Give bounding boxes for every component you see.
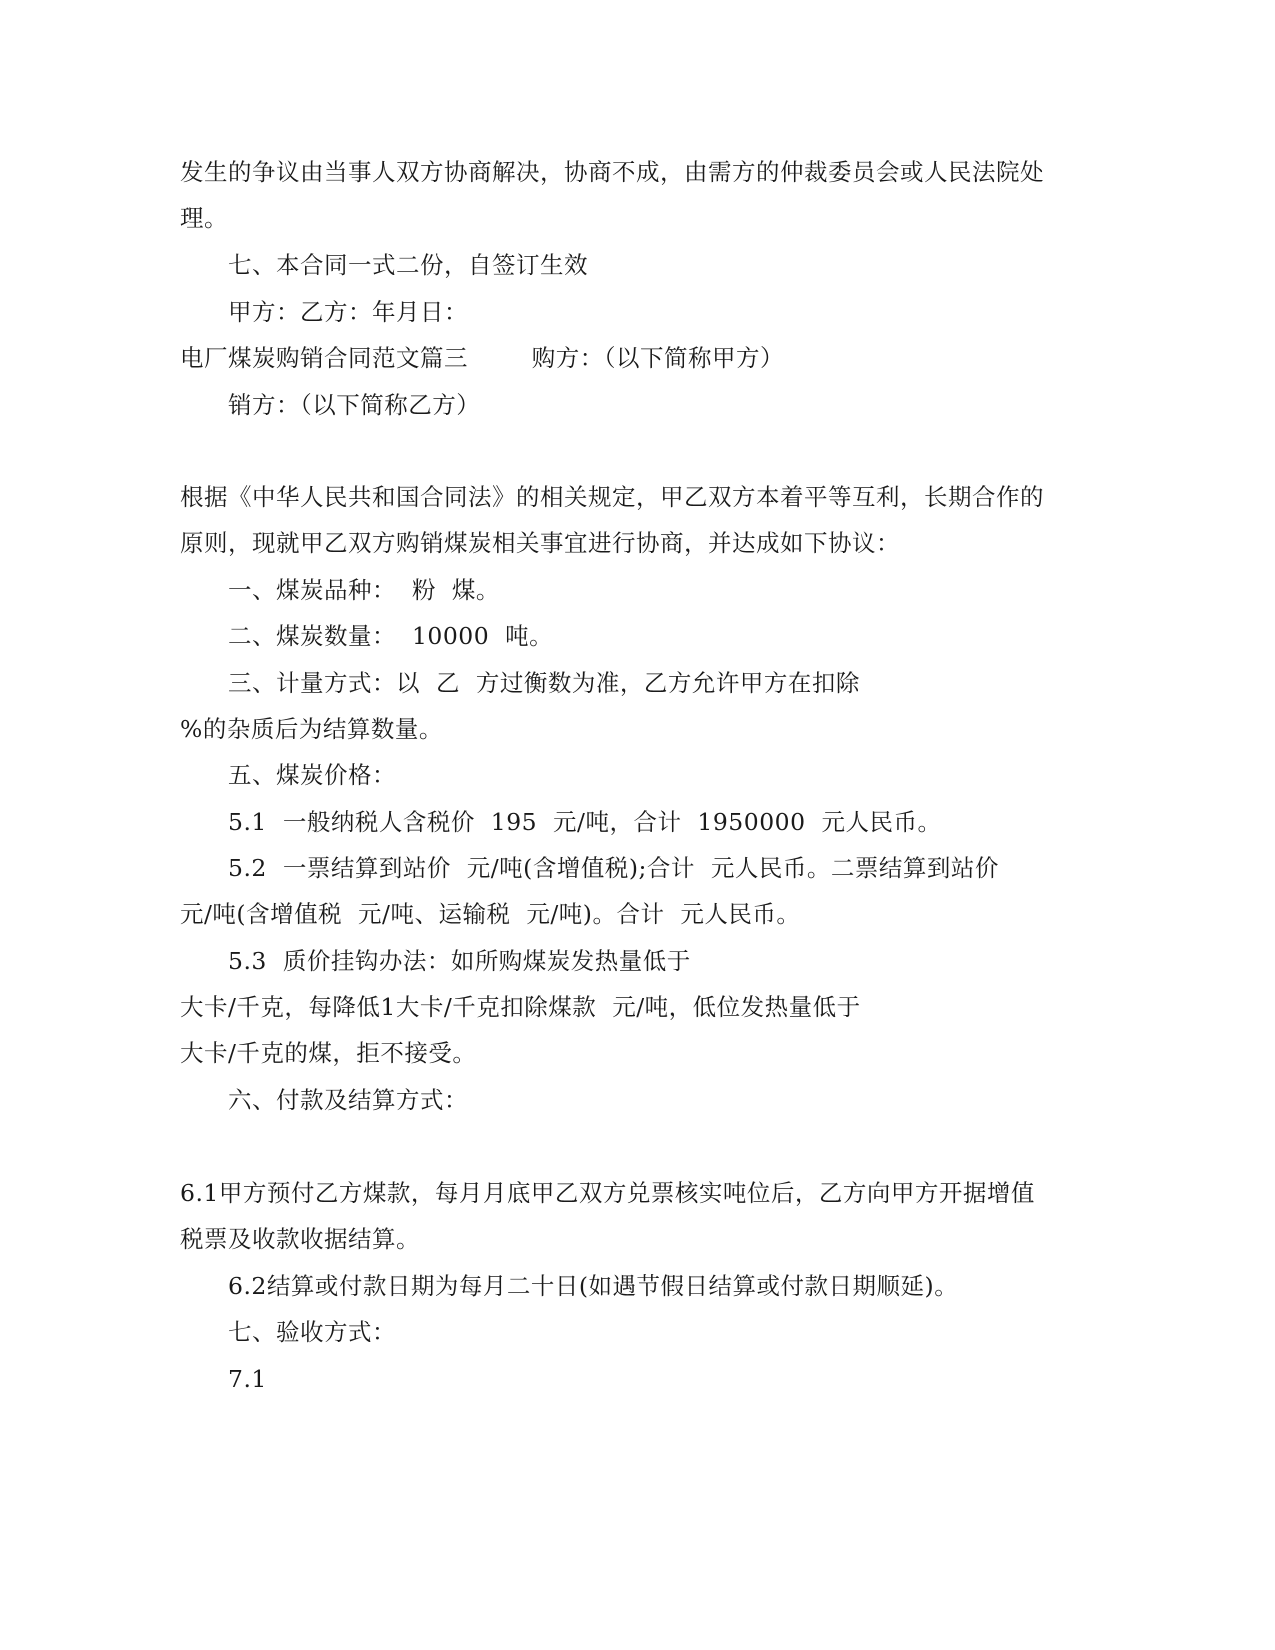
clause-coal-type: 一、煤炭品种： 粉 煤。 xyxy=(228,576,500,604)
seller-line: 销方：（以下简称乙方） xyxy=(228,391,481,419)
clause-5-3-line-3: 大卡/千克的煤，拒不接受。 xyxy=(180,1039,477,1067)
clause-payment-heading: 六、付款及结算方式： xyxy=(228,1086,468,1114)
preamble-line-2: 原则，现就甲乙双方购销煤炭相关事宜进行协商，并达成如下协议： xyxy=(180,529,900,557)
clause-5-3-line-2: 大卡/千克，每降低1大卡/千克扣除煤款 元/吨，低位发热量低于 xyxy=(180,993,861,1021)
section-title-line: 电厂煤炭购销合同范文篇三 购方：（以下简称甲方） xyxy=(180,344,785,372)
clause-seven-copies: 七、本合同一式二份，自签订生效 xyxy=(228,251,588,279)
clause-measurement-line-1: 三、计量方式：以 乙 方过衡数为准，乙方允许甲方在扣除 xyxy=(228,669,860,697)
paragraph-dispute-line-2: 理。 xyxy=(180,204,228,232)
clause-5-3-line-1: 5.3 质价挂钩办法：如所购煤炭发热量低于 xyxy=(228,947,691,975)
paragraph-dispute-line-1: 发生的争议由当事人双方协商解决，协商不成，由需方的仲裁委员会或人民法院处 xyxy=(180,158,1044,186)
clause-inspection-heading: 七、验收方式： xyxy=(228,1318,396,1346)
clause-5-2-line-2: 元/吨(含增值税 元/吨、运输税 元/吨)。合计 元人民币。 xyxy=(180,900,801,928)
signature-line: 甲方：乙方：年月日： xyxy=(228,298,468,326)
clause-6-1-line-2: 税票及收款收据结算。 xyxy=(180,1225,420,1253)
preamble-line-1: 根据《中华人民共和国合同法》的相关规定，甲乙双方本着平等互利，长期合作的 xyxy=(180,483,1044,511)
clause-7-1: 7.1 xyxy=(228,1365,267,1393)
clause-measurement-line-2: %的杂质后为结算数量。 xyxy=(180,715,443,743)
clause-6-2: 6.2结算或付款日期为每月二十日(如遇节假日结算或付款日期顺延)。 xyxy=(228,1272,959,1300)
clause-6-1-line-1: 6.1甲方预付乙方煤款，每月月底甲乙双方兑票核实吨位后，乙方向甲方开据增值 xyxy=(180,1179,1035,1207)
clause-coal-quantity: 二、煤炭数量： 10000 吨。 xyxy=(228,622,554,650)
clause-5-1: 5.1 一般纳税人含税价 195 元/吨，合计 1950000 元人民币。 xyxy=(228,808,942,836)
clause-5-2-line-1: 5.2 一票结算到站价 元/吨(含增值税);合计 元人民币。二票结算到站价 xyxy=(228,854,999,882)
clause-price-heading: 五、煤炭价格： xyxy=(228,761,396,789)
